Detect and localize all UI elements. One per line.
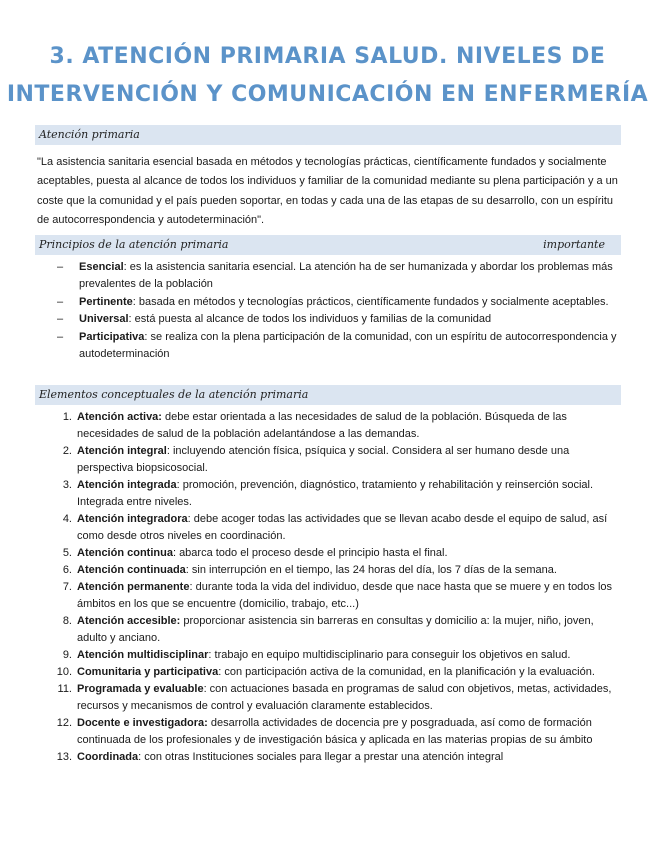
list-item [50,443,625,477]
item-term: Comunitaria y participativa [77,666,219,678]
item-term: Programada y evaluable [77,683,204,695]
item-text: : promoción, prevención, diagnóstico, tratamiento y rehabilitación y reinserción social. Integrada entre niveles. [77,479,594,508]
item-number: 1. [62,411,72,423]
list-item [50,562,625,579]
list-item [50,664,625,681]
item-number: 8. [62,615,72,627]
section-heading: Elementos conceptuales de la atención primaria [39,388,309,401]
item-term: Esencial [79,261,124,273]
item-text: : se realiza con la plena participación de la comunidad, con un espíritu de autocorrespondencia y autodeterminación [79,330,617,360]
list-item [50,511,625,545]
item-text: : durante toda la vida del individuo, desde que nace hasta que se muere y en todos los ámbitos en los que se encuentre (domicilio, trabajo, etc...) [77,581,613,610]
elements-list [50,409,625,766]
item-text: proporcionar asistencia sin barreras en consultas y domicilio a: la mujer, niño, joven, adulto y anciano. [77,615,594,644]
item-number: 5. [62,547,72,559]
item-text: : incluyendo atención física, psíquica y social. Considera al ser humano desde una perspectiva biopsicosocial. [77,445,570,474]
item-term: Atención multidisciplinar [77,649,209,661]
item-text: : trabajo en equipo multidisciplinario para conseguir los objetivos en salud. [208,649,571,661]
item-term: Pertinente [79,295,133,308]
item-text: : abarca todo el proceso desde el principio hasta el final. [172,547,448,559]
item-term: Atención accesible: [77,615,181,627]
list-item: – Participativa: se realiza con la plena participación de la comunidad, con un espíritu de autocorrespondencia y autodeterminación [57,330,617,360]
section-heading: Atención primaria [39,128,140,141]
definition-paragraph: "La asistencia sanitaria esencial basada en métodos y tecnologías prácticas, científicamente fundados y socialmente aceptables, puesta al alcance de todos los individuos y familiar de la comunidad mediante su plena participación y a un coste que la comunidad y el país pueden soportar, en todas y cada una de las etapas de su desarrollo, con un espíritu de autocorrespondencia y autodeterminación". [37,156,618,226]
item-text: : es la asistencia sanitaria esencial. La atención ha de ser humanizada y abordar los problemas más prevalentes de la población [79,261,613,290]
list-item [50,681,625,715]
list-item [50,613,625,647]
item-text: : con participación activa de la comunidad, en la planificación y la evaluación. [218,666,595,678]
item-term: Participativa [79,330,145,343]
list-item [50,477,625,511]
item-term: Atención continuada [77,564,186,576]
list-item: – Esencial: es la asistencia sanitaria esencial. La atención ha de ser humanizada y abordar los problemas más prevalentes de la población [57,261,613,290]
item-number: 11. [57,683,72,695]
item-number: 10. [56,666,72,678]
item-number: 3. [62,479,72,491]
item-text: desarrolla actividades de docencia pre y posgraduada, así como de formación continuada de los profesionales y de investigación básica y aplicada en las materias propias de su ámbito [77,717,593,746]
list-item [50,749,625,766]
item-term: Atención integral [77,445,167,457]
list-item [50,715,625,749]
section-heading: Principios de la atención primaria [39,238,229,251]
list-item [50,409,625,443]
item-text: : está puesta al alcance de todos los individuos y familias de la comunidad [128,313,492,325]
list-item [50,579,625,613]
item-term: Docente e investigadora: [77,717,208,729]
section-header-primary-care [35,125,621,145]
item-number: 4. [62,513,72,525]
item-term: Atención integrada [77,479,177,491]
item-text: : con otras Instituciones sociales para llegar a prestar una atención integral [138,751,504,763]
item-number: 12. [56,717,72,729]
item-text: debe estar orientada a las necesidades de salud de la población. Búsqueda de las necesidades de salud de la población adelantándose a las demandas. [77,411,567,440]
item-text: : con actuaciones basada en programas de salud con objetivos, metas, actividades, recursos y mecanismos de control y evaluación claramente establecidos. [77,683,612,712]
title-line-2: INTERVENCIÓN Y COMUNICACIÓN EN ENFERMERÍA [6,82,649,107]
item-number: 13. [56,751,72,763]
item-number: 2. [62,445,72,457]
item-text: : sin interrupción en el tiempo, las 24 horas del día, los 7 días de la semana. [185,564,557,576]
page-title [0,38,655,114]
list-item: – Pertinente: basada en métodos y tecnologías prácticos, científicamente fundados y socialmente aceptables. [57,295,609,308]
item-term: Atención integradora [77,513,188,525]
item-number: 7. [62,581,72,593]
item-number: 6. [62,564,72,576]
item-term: Atención continua [77,547,173,559]
list-item: – Universal: está puesta al alcance de todos los individuos y familias de la comunidad [57,313,492,325]
item-text: : debe acoger todas las actividades que se llevan acabo desde el equipo de salud, así como desde otros niveles en coordinación. [77,513,608,542]
item-term: Universal [79,313,129,325]
section-header-elements [35,385,621,405]
importance-tag: importante [543,238,605,251]
section-header-principles [35,235,621,255]
item-term: Atención permanente [77,581,190,593]
list-item [50,545,625,562]
principles-list [55,259,620,363]
title-line-1: 3. ATENCIÓN PRIMARIA SALUD. NIVELES DE [49,44,606,69]
item-term: Coordinada [77,751,139,763]
item-term: Atención activa: [77,411,162,423]
item-number: 9. [62,649,72,661]
item-text: : basada en métodos y tecnologías prácticos, científicamente fundados y socialmente aceptables. [132,295,609,308]
list-item [50,647,625,664]
